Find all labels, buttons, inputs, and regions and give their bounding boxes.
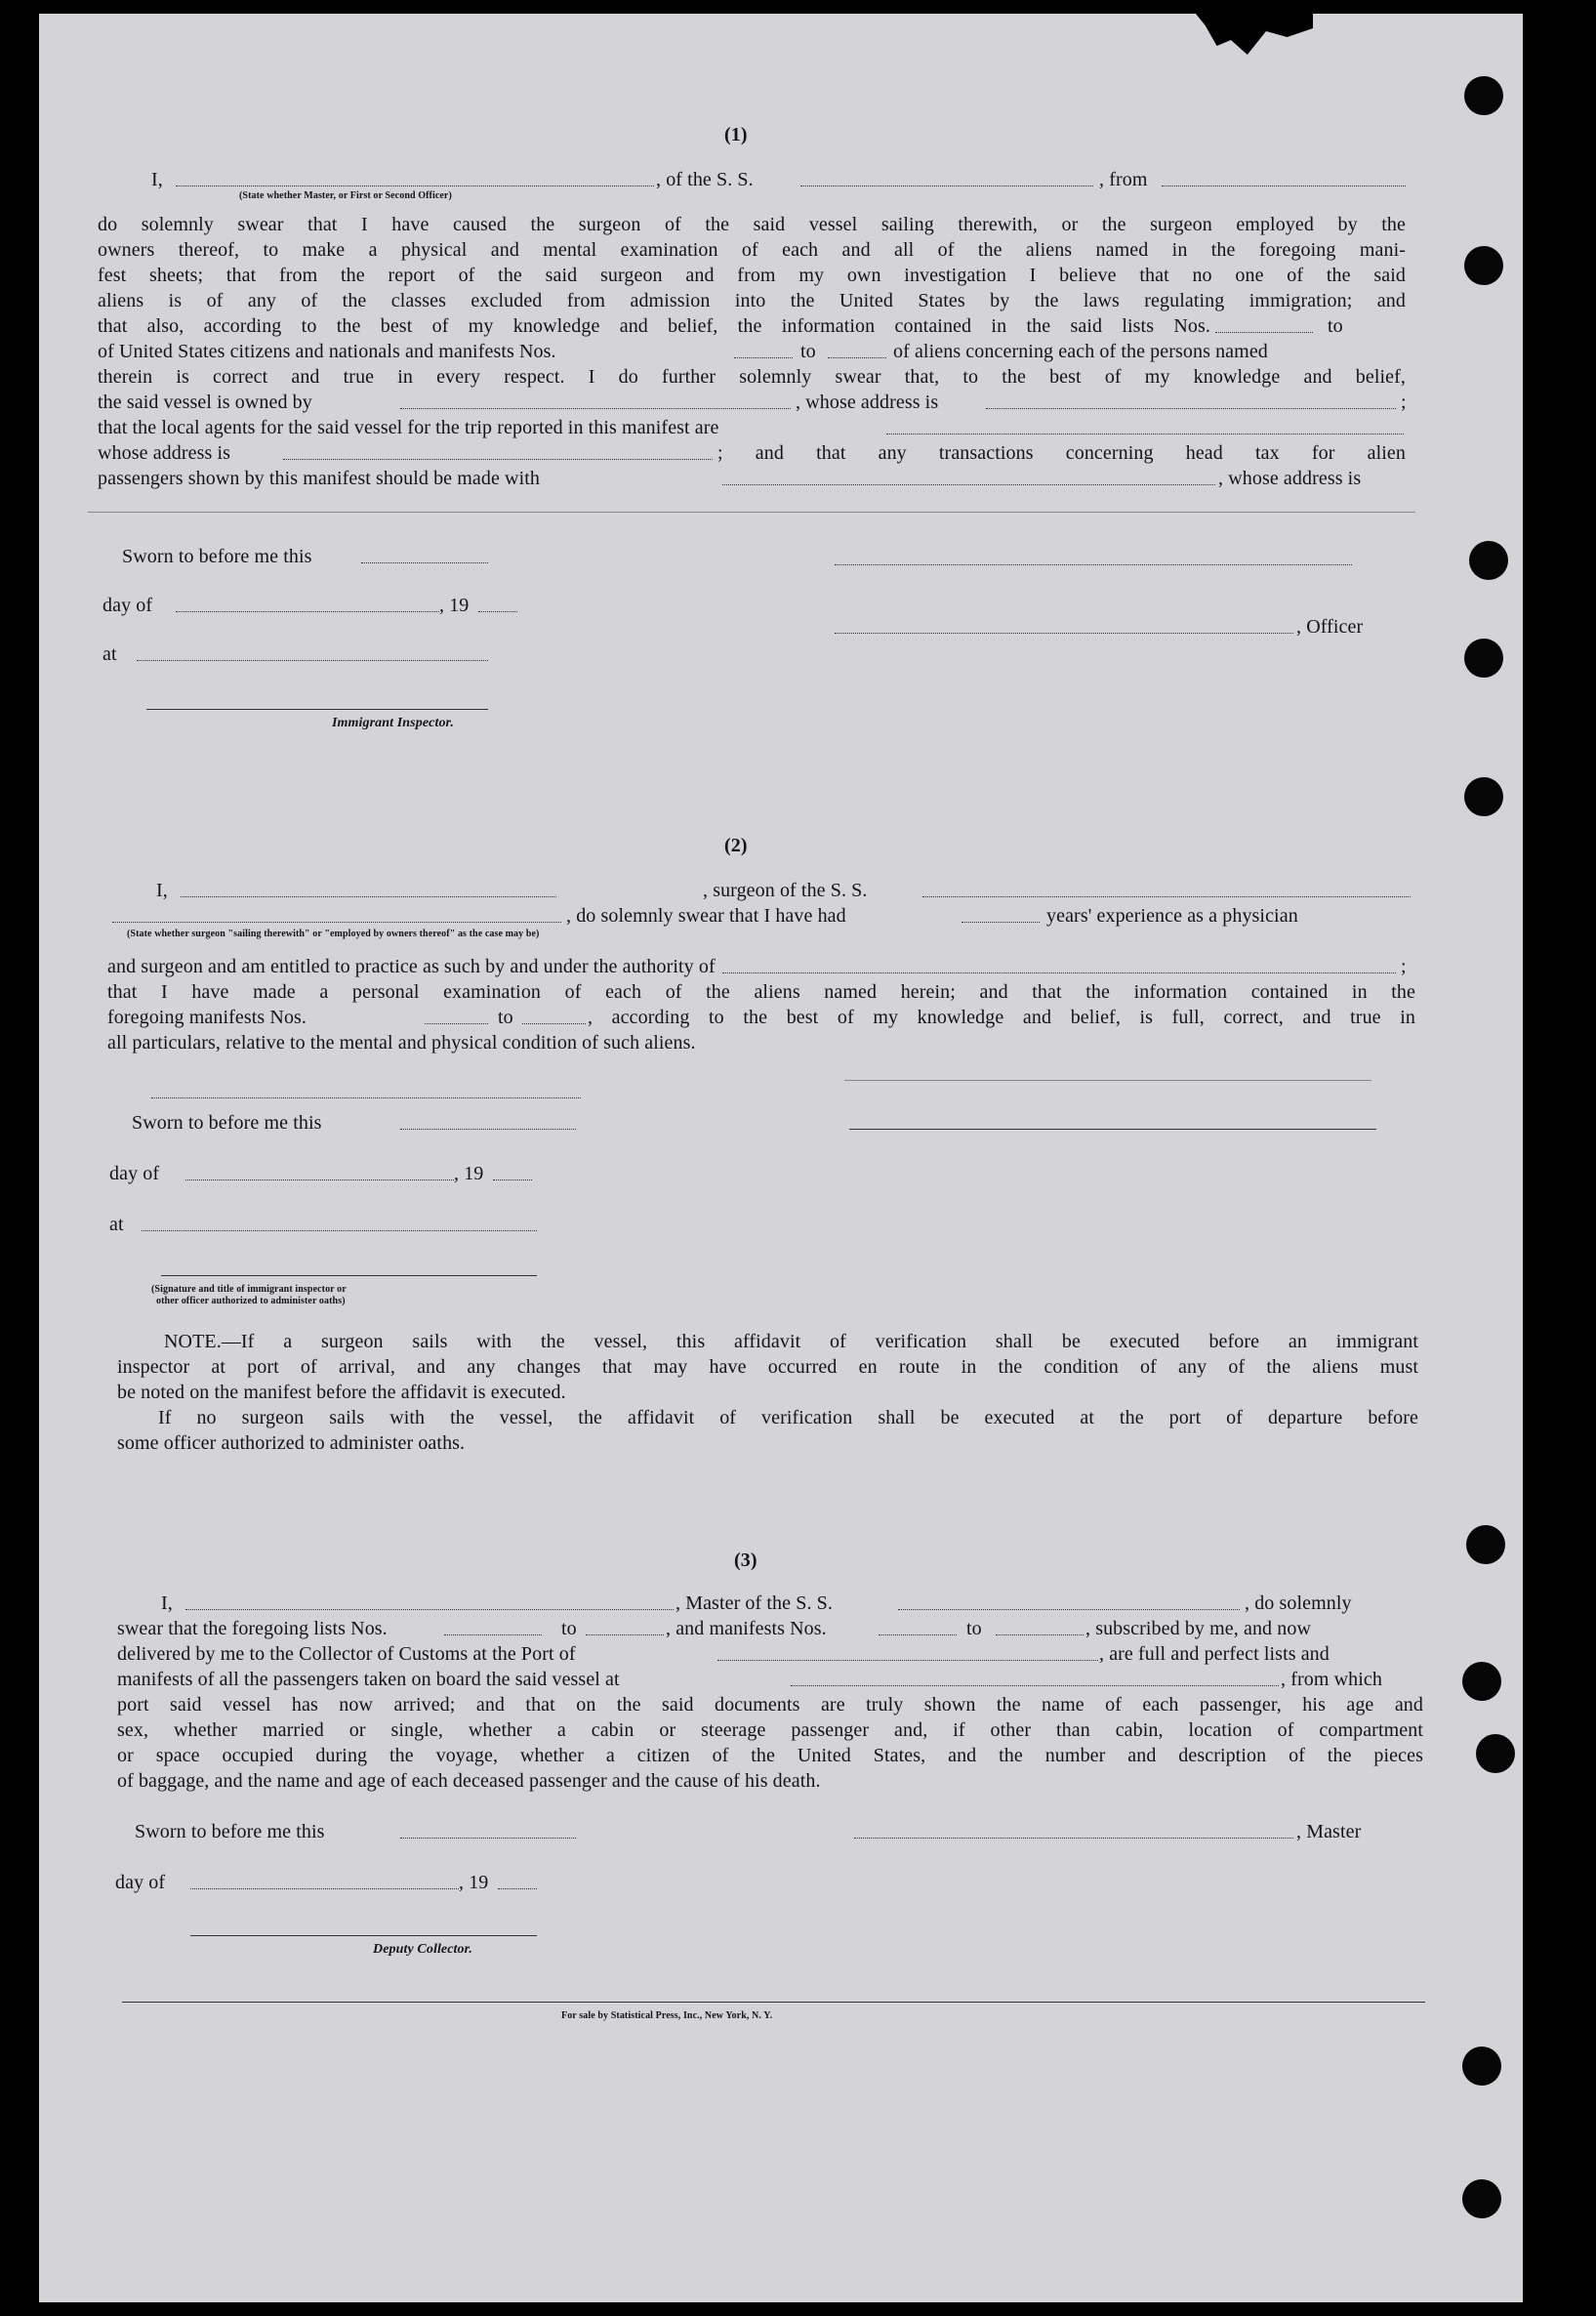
master-name-field[interactable] bbox=[185, 1609, 674, 1610]
note-line: some officer authorized to administer oaths. bbox=[117, 1432, 466, 1454]
manifest-to-field[interactable] bbox=[828, 357, 886, 358]
surgeon-name-field[interactable] bbox=[181, 896, 556, 897]
owner-address-field[interactable] bbox=[986, 408, 1396, 409]
at-label: at bbox=[109, 1214, 124, 1235]
master-line: , subscribed by me, and now bbox=[1085, 1618, 1311, 1639]
binder-hole bbox=[1464, 639, 1503, 678]
binder-hole bbox=[1462, 1662, 1501, 1701]
binder-hole bbox=[1464, 777, 1503, 816]
agents-address-field[interactable] bbox=[283, 459, 713, 460]
owner-field[interactable] bbox=[400, 408, 791, 409]
of-the-ss-label: , of the S. S. bbox=[656, 169, 754, 190]
whose-address-label: , whose address is bbox=[1218, 468, 1362, 489]
manifests-from-field[interactable] bbox=[879, 1634, 957, 1635]
years-field[interactable] bbox=[962, 922, 1040, 923]
document-page bbox=[39, 14, 1523, 2302]
do-solemnly-label: , do solemnly bbox=[1245, 1592, 1352, 1614]
at-label: at bbox=[102, 643, 117, 665]
master-of-label: , Master of the S. S. bbox=[675, 1592, 833, 1614]
collector-caption: Deputy Collector. bbox=[373, 1942, 473, 1957]
sworn-date-field[interactable] bbox=[361, 562, 488, 563]
surgeon-line: foregoing manifests Nos. bbox=[107, 1007, 307, 1028]
divider bbox=[88, 512, 1415, 513]
signature-caption: other officer authorized to administer oaths) bbox=[156, 1296, 346, 1306]
note-line: be noted on the manifest before the affidavit is executed. bbox=[117, 1382, 566, 1403]
master-line: , from which bbox=[1281, 1669, 1382, 1690]
master-line: delivered by me to the Collector of Customs at the Port of bbox=[117, 1643, 576, 1665]
surgeon-caption: (State whether surgeon "sailing therewith" or "employed by owners thereof" as the case may be) bbox=[127, 929, 540, 939]
authority-field[interactable] bbox=[722, 972, 1396, 973]
master-line: manifests of all the passengers taken on board the said vessel at bbox=[117, 1669, 620, 1690]
semicolon: ; bbox=[1401, 956, 1407, 977]
surgeon-vessel-field[interactable] bbox=[922, 896, 1411, 897]
port-of-field[interactable] bbox=[717, 1660, 1098, 1661]
binder-hole bbox=[1464, 76, 1503, 115]
master-line: port said vessel has now arrived; and that on the said documents are truly shown the name of each passenger, his age and bbox=[117, 1694, 1423, 1716]
sworn-label: Sworn to before me this bbox=[135, 1821, 325, 1842]
manifests-to-field[interactable] bbox=[996, 1634, 1084, 1635]
printer-imprint: For sale by Statistical Press, Inc., New York, N. Y. bbox=[561, 2010, 773, 2021]
oath-line: whose address is bbox=[98, 442, 231, 464]
sworn-date-field[interactable] bbox=[400, 1129, 576, 1130]
oath-line: that also, according to the best of my knowledge and belief, the information contained in the said lists Nos. bbox=[98, 315, 1210, 337]
surgeon-of-label: , surgeon of the S. S. bbox=[703, 880, 868, 901]
year-field[interactable] bbox=[498, 1888, 537, 1889]
footer-rule bbox=[122, 2002, 1425, 2003]
officer-signature-line[interactable] bbox=[835, 564, 1352, 565]
solemnly-label: , do solemnly swear that I have had bbox=[566, 905, 846, 927]
year-field[interactable] bbox=[493, 1179, 532, 1180]
torn-corner bbox=[1196, 14, 1313, 72]
surgeon-title-line[interactable] bbox=[849, 1129, 1376, 1130]
of-aliens-label: of aliens concerning each of the persons named bbox=[893, 341, 1268, 362]
master-line: , and manifests Nos. bbox=[666, 1618, 827, 1639]
manifest-from-field[interactable] bbox=[734, 357, 793, 358]
inspector-signature-line[interactable] bbox=[161, 1275, 537, 1276]
day-of-label: day of bbox=[115, 1872, 166, 1893]
day-of-field[interactable] bbox=[185, 1179, 454, 1180]
binder-hole bbox=[1464, 246, 1503, 285]
to-label: to bbox=[1328, 315, 1343, 337]
section2-i: I, bbox=[156, 880, 168, 901]
surgeon-line: all particulars, relative to the mental and physical condition of such aliens. bbox=[107, 1032, 696, 1054]
day-of-field[interactable] bbox=[190, 1888, 459, 1889]
officer-label: , Officer bbox=[1296, 616, 1364, 638]
inspector-caption: Immigrant Inspector. bbox=[332, 716, 454, 730]
note-line: If no surgeon sails with the vessel, the affidavit of verification shall be executed at the port of departure before bbox=[158, 1407, 1418, 1428]
collector-signature-line[interactable] bbox=[190, 1935, 537, 1936]
surgeon-line: that I have made a personal examination of each of the aliens named herein; and that the information contained in the bbox=[107, 981, 1415, 1003]
note-line: NOTE.—If a surgeon sails with the vessel, this affidavit of verification shall be executed before an immigrant bbox=[164, 1331, 1418, 1352]
oath-line: passengers shown by this manifest should be made with bbox=[98, 468, 541, 489]
year-field[interactable] bbox=[478, 611, 517, 612]
master-line: or space occupied during the voyage, whether a citizen of the United States, and the number and description of the pieces bbox=[117, 1745, 1423, 1766]
year-label: , 19 bbox=[459, 1872, 489, 1893]
master-line: , are full and perfect lists and bbox=[1099, 1643, 1330, 1665]
sworn-label: Sworn to before me this bbox=[122, 546, 312, 567]
years-label: years' experience as a physician bbox=[1046, 905, 1298, 927]
oath-line: aliens is of any of the classes excluded from admission into the United States by the laws regulating immigration; and bbox=[98, 290, 1406, 311]
year-label: , 19 bbox=[454, 1163, 484, 1184]
oath-line: the said vessel is owned by bbox=[98, 392, 312, 413]
year-label: , 19 bbox=[439, 595, 470, 616]
surgeon-signature-line[interactable] bbox=[151, 1097, 581, 1098]
section-number: (3) bbox=[734, 1550, 757, 1571]
surgeon-signature-rule[interactable] bbox=[844, 1080, 1371, 1081]
head-tax-agent-field[interactable] bbox=[722, 484, 1215, 485]
surgeon-manifest-to-field[interactable] bbox=[522, 1023, 586, 1024]
master-vessel-field[interactable] bbox=[898, 1609, 1240, 1610]
whose-address-label: , whose address is bbox=[796, 392, 939, 413]
surgeon-line: and surgeon and am entitled to practice as such by and under the authority of bbox=[107, 956, 716, 977]
at-field[interactable] bbox=[142, 1230, 537, 1231]
inspector-signature-line[interactable] bbox=[146, 709, 488, 710]
day-of-label: day of bbox=[102, 595, 153, 616]
surgeon-status-field[interactable] bbox=[112, 922, 561, 923]
master-line: of baggage, and the name and age of each deceased passenger and the cause of his death. bbox=[117, 1770, 821, 1792]
oath-line: owners thereof, to make a physical and mental examination of each and all of the aliens named in the foregoing mani- bbox=[98, 239, 1406, 261]
oath-line: do solemnly swear that I have caused the surgeon of the said vessel sailing therewith, or the surgeon employed by the bbox=[98, 214, 1406, 235]
to-label: to bbox=[966, 1618, 982, 1639]
to-label: to bbox=[800, 341, 816, 362]
oath-line: fest sheets; that from the report of the said surgeon and from my own investigation I believe that no one of the said bbox=[98, 265, 1406, 286]
officer-rank-caption: (State whether Master, or First or Second Officer) bbox=[239, 190, 452, 201]
surgeon-line: , according to the best of my knowledge and belief, is full, correct, and true in bbox=[588, 1007, 1415, 1028]
section-number: (2) bbox=[724, 835, 748, 856]
to-label: to bbox=[561, 1618, 577, 1639]
lists-to-field[interactable] bbox=[586, 1634, 664, 1635]
lists-from-field[interactable] bbox=[1215, 332, 1313, 333]
embarkation-port-field[interactable] bbox=[791, 1685, 1279, 1686]
master-signature-line[interactable] bbox=[854, 1838, 1293, 1839]
from-label: , from bbox=[1099, 169, 1148, 190]
day-of-field[interactable] bbox=[176, 611, 439, 612]
binder-hole bbox=[1462, 2047, 1501, 2086]
section-number: (1) bbox=[724, 124, 748, 145]
semicolon: ; bbox=[1401, 392, 1407, 413]
master-line: sex, whether married or single, whether a cabin or steerage passenger and, if other than cabin, location of compartment bbox=[117, 1719, 1423, 1741]
oath-line: of United States citizens and nationals and manifests Nos. bbox=[98, 341, 556, 362]
note-line: inspector at port of arrival, and any changes that may have occurred en route in the condition of any of the aliens must bbox=[117, 1356, 1418, 1378]
master-label: , Master bbox=[1296, 1821, 1362, 1842]
to-label: to bbox=[498, 1007, 513, 1028]
oath-line: that the local agents for the said vessel for the trip reported in this manifest are bbox=[98, 417, 719, 438]
signature-caption: (Signature and title of immigrant inspector or bbox=[151, 1284, 347, 1295]
binder-hole bbox=[1469, 541, 1508, 580]
head-tax-label: ; and that any transactions concerning head tax for alien bbox=[717, 442, 1406, 464]
sworn-label: Sworn to before me this bbox=[132, 1112, 322, 1134]
at-field[interactable] bbox=[137, 660, 488, 661]
binder-hole bbox=[1462, 2179, 1501, 2218]
section1-i: I, bbox=[151, 169, 163, 190]
section3-i: I, bbox=[161, 1592, 173, 1614]
sworn-date-field[interactable] bbox=[400, 1838, 576, 1839]
master-line: swear that the foregoing lists Nos. bbox=[117, 1618, 388, 1639]
officer-name-field[interactable] bbox=[835, 633, 1293, 634]
day-of-label: day of bbox=[109, 1163, 160, 1184]
lists-from-field[interactable] bbox=[444, 1634, 542, 1635]
surgeon-manifest-from-field[interactable] bbox=[425, 1023, 488, 1024]
binder-hole bbox=[1476, 1734, 1515, 1773]
oath-line: therein is correct and true in every respect. I do further solemnly swear that, to the best of my knowledge and belief, bbox=[98, 366, 1406, 388]
binder-hole bbox=[1466, 1525, 1505, 1564]
